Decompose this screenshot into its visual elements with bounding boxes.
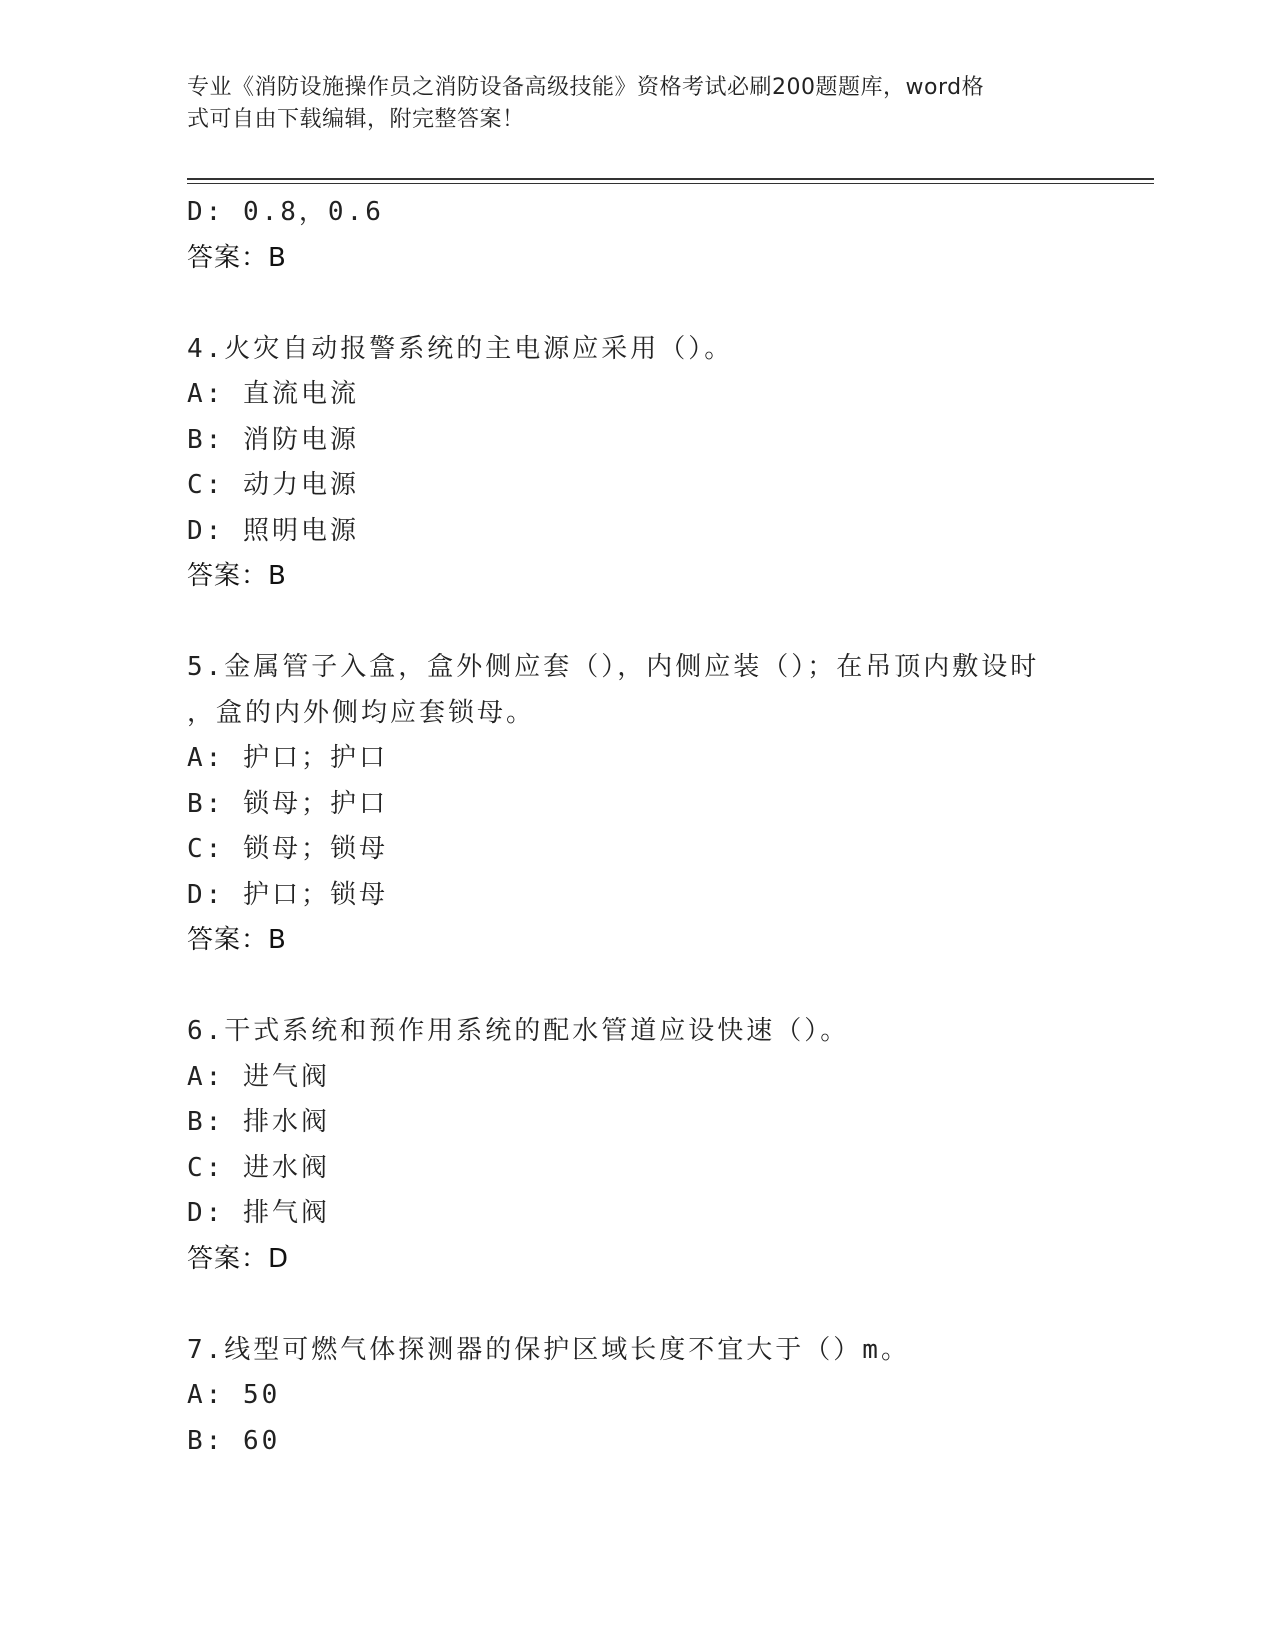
option-b: B: 锁母；护口 bbox=[187, 788, 388, 819]
header-line-2: 式可自由下载编辑，附完整答案！ bbox=[187, 107, 525, 132]
document-body bbox=[187, 190, 1087, 1464]
question-7 bbox=[187, 1328, 1087, 1465]
page-header bbox=[187, 72, 1087, 136]
option-a: A: 直流电流 bbox=[187, 379, 359, 409]
question-stem-line-1: 5.金属管子入盒，盒外侧应套（），内侧应装（）；在吊顶内敷设时 bbox=[187, 652, 1040, 682]
option-a: A: 50 bbox=[187, 1380, 281, 1410]
option-c: C: 动力电源 bbox=[187, 470, 359, 500]
option-b: B: 消防电源 bbox=[187, 424, 359, 455]
option-b: B: 60 bbox=[187, 1425, 281, 1456]
question-6 bbox=[187, 1009, 1087, 1282]
carry-over-block bbox=[187, 190, 1087, 281]
header-line-1: 专业《消防设施操作员之消防设备高级技能》资格考试必刷200题题库，word格 bbox=[187, 75, 985, 100]
option-a: A: 进气阀 bbox=[187, 1061, 330, 1092]
spacer bbox=[187, 281, 1087, 327]
question-5 bbox=[187, 645, 1087, 964]
question-4 bbox=[187, 327, 1087, 600]
header-divider bbox=[187, 178, 1154, 184]
spacer bbox=[187, 964, 1087, 1010]
option-c: C: 锁母；锁母 bbox=[187, 834, 388, 864]
option-d: D: 护口；锁母 bbox=[187, 879, 388, 910]
answer-line: 答案：B bbox=[187, 925, 287, 955]
question-stem: 7.线型可燃气体探测器的保护区域长度不宜大于（）m。 bbox=[187, 1334, 910, 1365]
question-stem-line-2: ，盒的内外侧均应套锁母。 bbox=[187, 697, 536, 728]
option-b: B: 排水阀 bbox=[187, 1107, 330, 1137]
spacer bbox=[187, 1282, 1087, 1328]
question-stem: 6.干式系统和预作用系统的配水管道应设快速（）。 bbox=[187, 1016, 850, 1046]
answer-line: 答案：B bbox=[187, 242, 287, 273]
question-stem: 4.火灾自动报警系统的主电源应采用（）。 bbox=[187, 333, 734, 364]
answer-line: 答案：D bbox=[187, 1243, 290, 1274]
spacer bbox=[187, 600, 1087, 646]
option-d: D: 排气阀 bbox=[187, 1198, 330, 1228]
option-d: D: 照明电源 bbox=[187, 515, 359, 546]
option-d: D: 0.8，0.6 bbox=[187, 197, 384, 227]
option-c: C: 进水阀 bbox=[187, 1152, 330, 1183]
answer-line: 答案：B bbox=[187, 561, 287, 591]
option-a: A: 护口；护口 bbox=[187, 743, 388, 773]
